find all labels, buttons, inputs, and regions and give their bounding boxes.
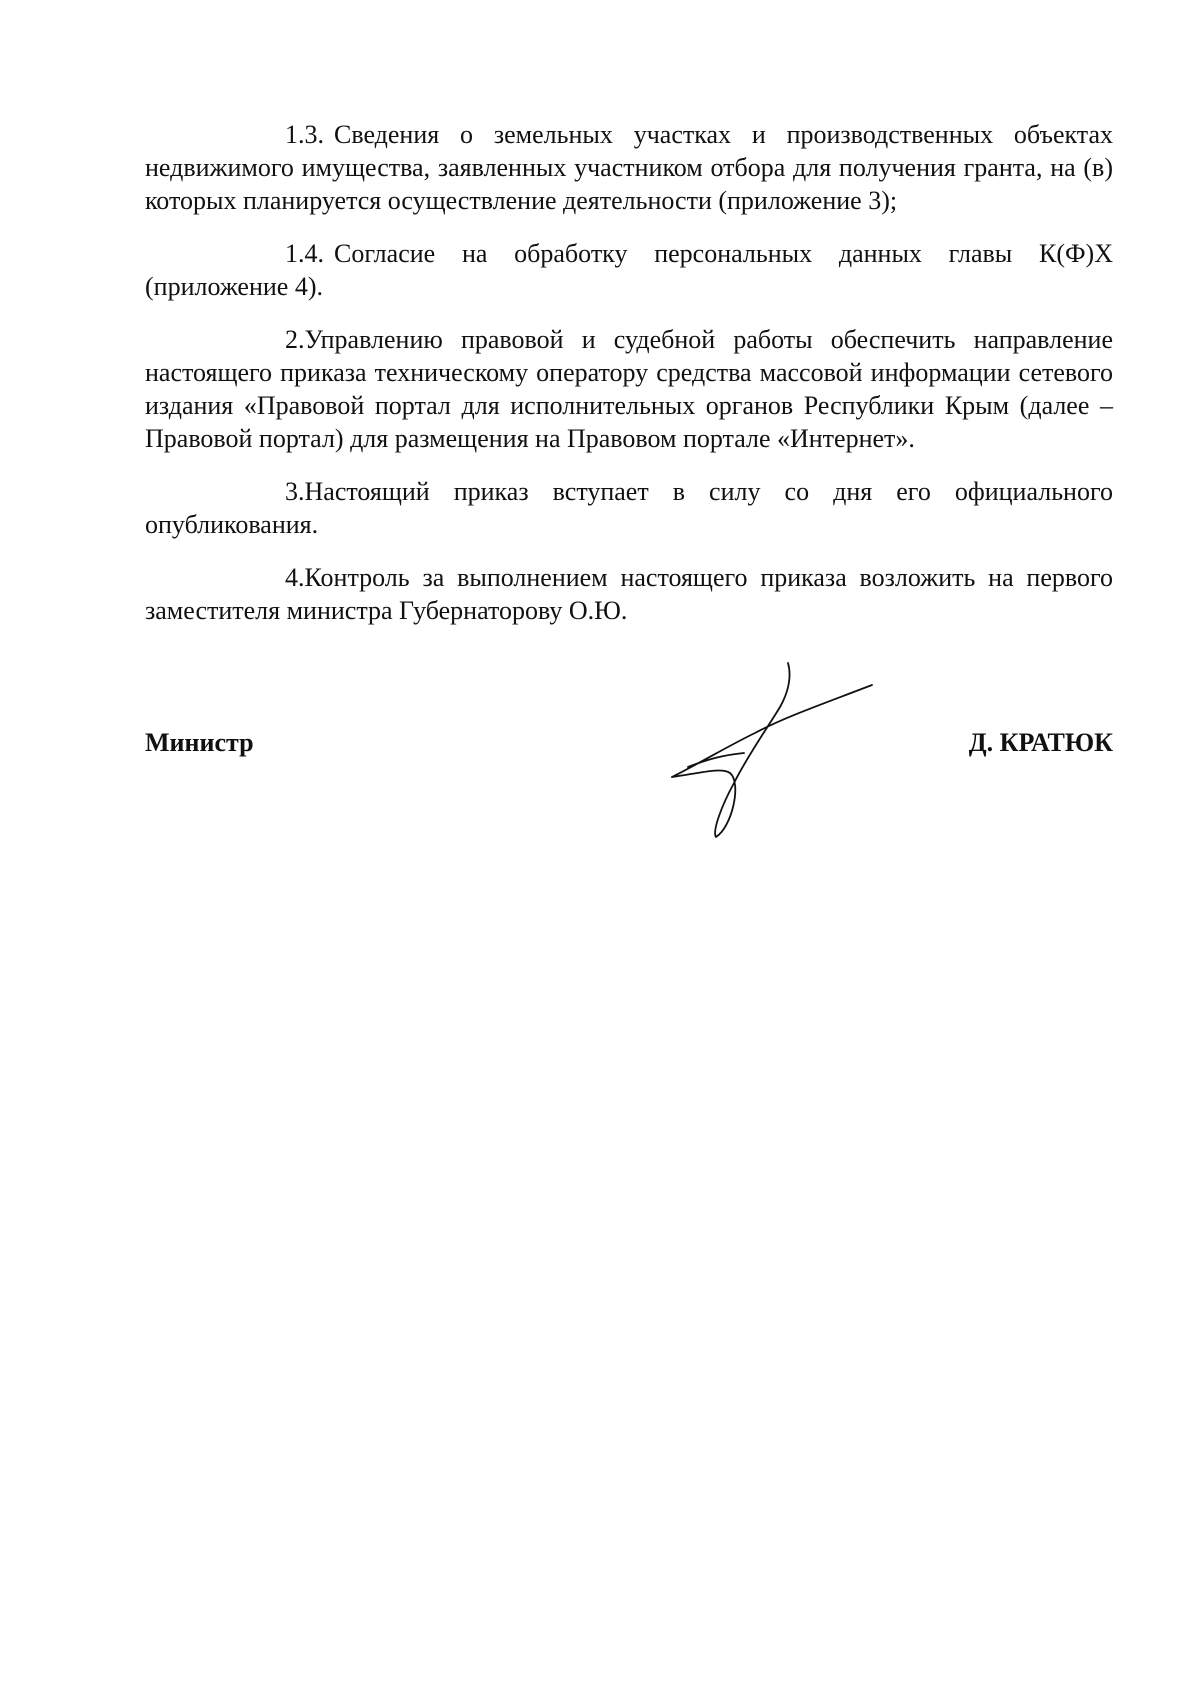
paragraph-2 <box>145 323 1113 455</box>
signer-name: Д. КРАТЮК <box>968 728 1113 757</box>
paragraph-number: 2. <box>285 325 305 354</box>
paragraph-number: 1.3. <box>285 120 324 149</box>
paragraph-number: 1.4. <box>285 239 324 268</box>
paragraph-number: 4. <box>285 563 305 592</box>
signer-title: Министр <box>145 728 254 757</box>
paragraph-text: Сведения о земельных участках и производственных объектах недвижимого имущества, заявленных участником отбора для получения гранта, на (в) которых планируется осуществление деятельности (приложение 3); <box>145 120 1113 215</box>
paragraph-number: 3. <box>285 477 305 506</box>
paragraph-text: Настоящий приказ вступает в силу со дня его официального опубликования. <box>145 477 1113 539</box>
paragraph-3 <box>145 475 1113 541</box>
paragraph-text: Согласие на обработку персональных данных главы К(Ф)Х (приложение 4). <box>145 239 1113 301</box>
paragraph-4 <box>145 561 1113 627</box>
paragraph-1-4 <box>145 237 1113 303</box>
paragraph-text: Контроль за выполнением настоящего приказа возложить на первого заместителя министра Губернаторову О.Ю. <box>145 563 1113 625</box>
signature-stroke <box>672 663 790 837</box>
signature-stroke <box>672 685 872 777</box>
signature-block <box>145 728 1113 768</box>
handwritten-signature <box>660 655 880 845</box>
document-body <box>145 118 1113 647</box>
paragraph-text: Управлению правовой и судебной работы обеспечить направление настоящего приказа техническому оператору средства массовой информации сетевого издания «Правовой портал для исполнительных органов Республики Крым (далее – Правовой портал) для размещения на Правовом портале «Интернет». <box>145 325 1113 453</box>
paragraph-1-3 <box>145 118 1113 217</box>
